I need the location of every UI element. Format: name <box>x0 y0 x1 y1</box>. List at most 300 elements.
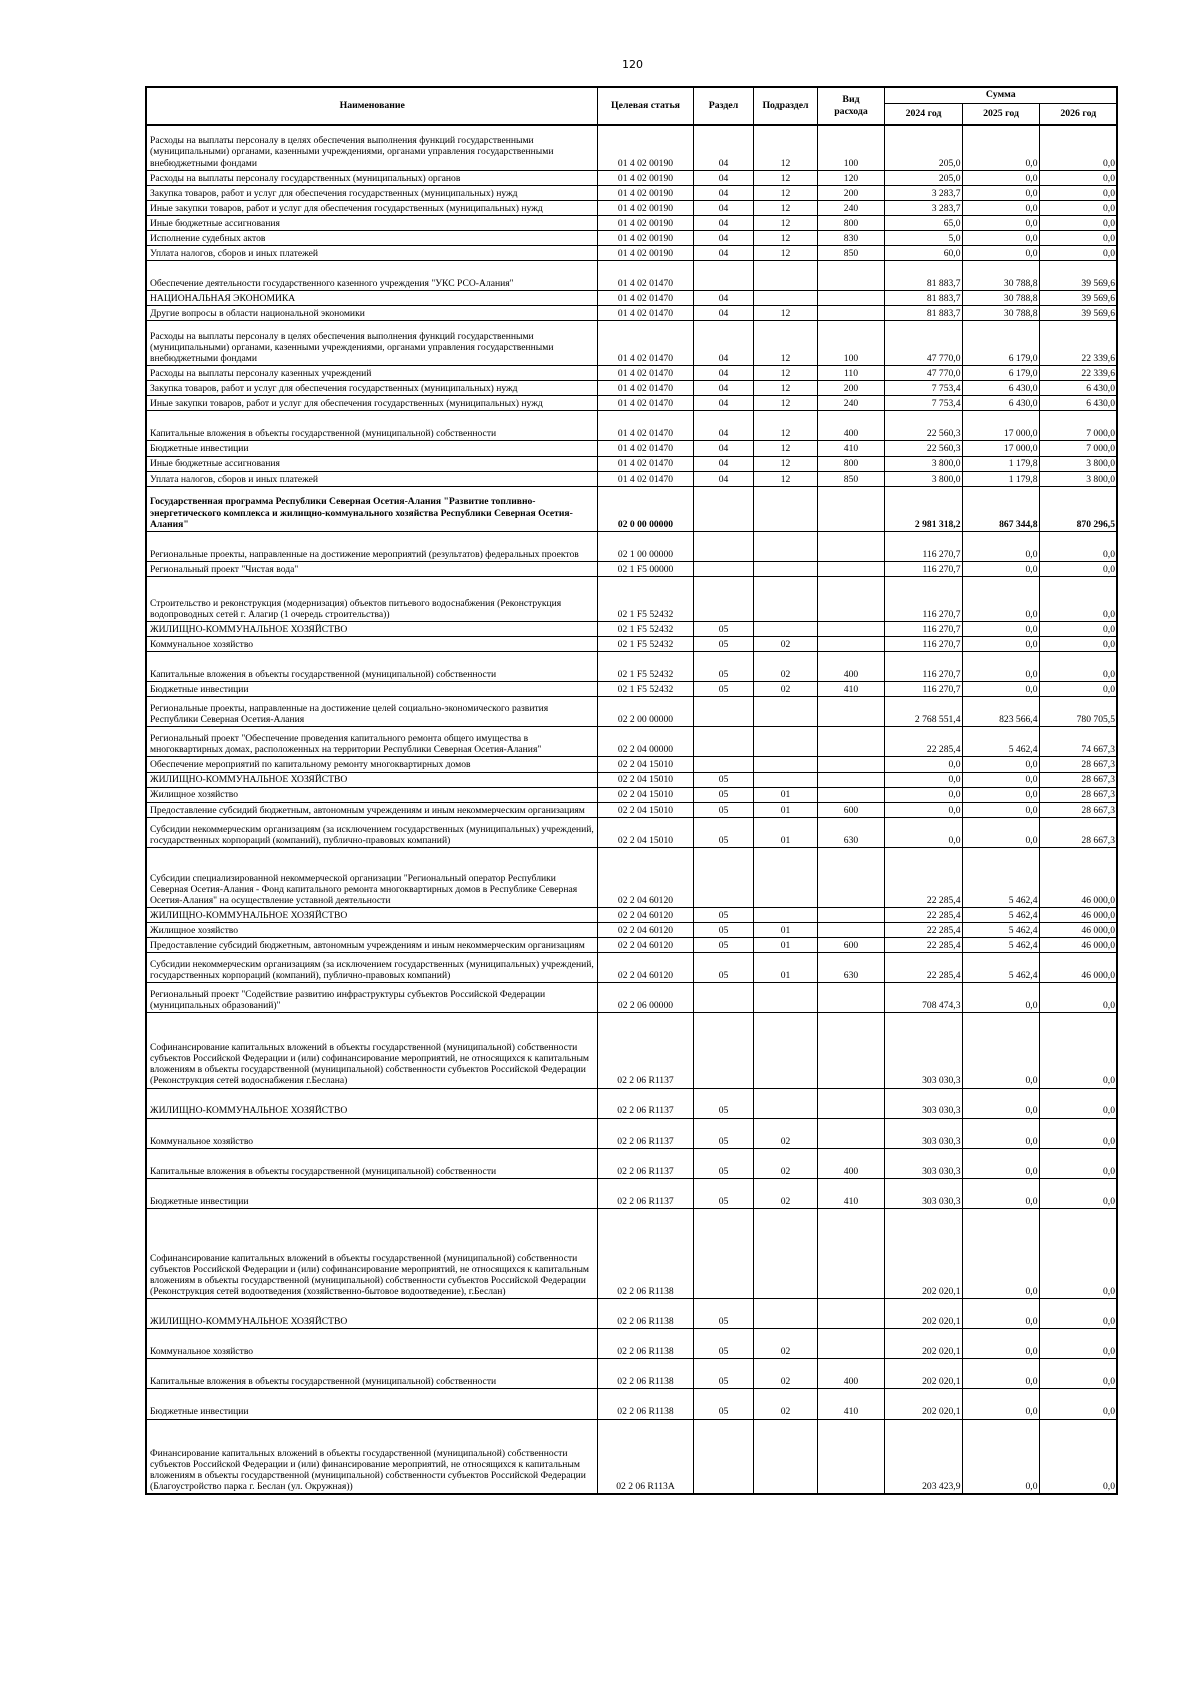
row-sum-2026: 39 569,6 <box>1039 306 1117 321</box>
row-sum-2024: 116 270,7 <box>884 637 962 652</box>
row-sum-2026: 28 667,3 <box>1039 757 1117 772</box>
row-sum-2024: 116 270,7 <box>884 561 962 576</box>
row-section: 04 <box>693 321 753 366</box>
row-sum-2025: 0,0 <box>962 1118 1039 1148</box>
header-expense-type-line2: расхода <box>834 105 868 117</box>
row-sum-2025: 823 566,4 <box>962 697 1039 727</box>
header-year-2026: 2026 год <box>1039 103 1117 125</box>
row-name: Государственная программа Республики Северная Осетия-Алания "Развитие топливно-энергетического комплекса и жилищно-коммунального хозяйства Республики Северная Осетия-Алания" <box>146 486 597 531</box>
row-name: Капитальные вложения в объекты государственной (муниципальной) собственности <box>146 1148 597 1178</box>
header-expense-type-line1: Вид <box>842 94 860 106</box>
row-target-code: 01 4 02 01470 <box>597 381 693 396</box>
row-sum-2024: 303 030,3 <box>884 1148 962 1178</box>
row-name: Капитальные вложения в объекты государственной (муниципальной) собственности <box>146 652 597 682</box>
row-subsection: 12 <box>753 366 817 381</box>
row-sum-2026: 0,0 <box>1039 561 1117 576</box>
row-section: 05 <box>693 682 753 697</box>
row-sum-2026: 0,0 <box>1039 1389 1117 1419</box>
row-subsection: 12 <box>753 441 817 456</box>
header-section: Раздел <box>693 87 753 125</box>
row-target-code: 02 2 04 60120 <box>597 953 693 983</box>
row-name: ЖИЛИЩНО-КОММУНАЛЬНОЕ ХОЗЯЙСТВО <box>146 622 597 637</box>
row-subsection <box>753 757 817 772</box>
table-row <box>146 411 1117 441</box>
row-target-code: 02 2 04 15010 <box>597 817 693 847</box>
row-sum-2024: 2 768 551,4 <box>884 697 962 727</box>
row-name: Субсидии специализированной некоммерческой организации "Региональный оператор Республики Северная Осетия-Алания - Фонд капитального ремонта многоквартирных домов в Республике Северная Осетия-Алания" на осуществление уставной деятельности <box>146 847 597 907</box>
row-name: Расходы на выплаты персоналу в целях обеспечения выполнения функций государственными (муниципальными) органами, казенными учреждениями, органами управления государственными внебюджетными фондами <box>146 321 597 366</box>
row-subsection: 02 <box>753 1148 817 1178</box>
row-sum-2025: 0,0 <box>962 215 1039 230</box>
table-row <box>146 170 1117 185</box>
row-target-code: 01 4 02 00190 <box>597 245 693 260</box>
row-section: 04 <box>693 411 753 441</box>
row-expense-type: 630 <box>817 953 884 983</box>
row-section: 04 <box>693 396 753 411</box>
row-name: Закупка товаров, работ и услуг для обеспечения государственных (муниципальных) нужд <box>146 185 597 200</box>
row-name: Субсидии некоммерческим организациям (за исключением государственных (муниципальных) учреждений, государственных корпораций (компаний), публично-правовых компаний) <box>146 817 597 847</box>
row-sum-2025: 30 788,8 <box>962 306 1039 321</box>
row-sum-2025: 0,0 <box>962 561 1039 576</box>
row-sum-2025: 0,0 <box>962 170 1039 185</box>
table-row <box>146 1178 1117 1208</box>
row-sum-2025: 0,0 <box>962 622 1039 637</box>
table-row <box>146 757 1117 772</box>
row-section: 05 <box>693 1118 753 1148</box>
row-sum-2025: 0,0 <box>962 1178 1039 1208</box>
row-sum-2024: 81 883,7 <box>884 260 962 290</box>
table-row <box>146 682 1117 697</box>
row-target-code: 01 4 02 00190 <box>597 170 693 185</box>
table-row <box>146 1359 1117 1389</box>
row-section <box>693 697 753 727</box>
row-sum-2024: 202 020,1 <box>884 1389 962 1419</box>
row-sum-2026: 0,0 <box>1039 230 1117 245</box>
table-row <box>146 922 1117 937</box>
row-sum-2025: 0,0 <box>962 245 1039 260</box>
row-section: 05 <box>693 1359 753 1389</box>
row-target-code: 01 4 02 00190 <box>597 200 693 215</box>
row-sum-2024: 47 770,0 <box>884 321 962 366</box>
row-section <box>693 1419 753 1494</box>
row-target-code: 02 2 04 15010 <box>597 802 693 817</box>
row-sum-2025: 6 430,0 <box>962 396 1039 411</box>
row-section: 05 <box>693 1329 753 1359</box>
row-sum-2024: 22 285,4 <box>884 953 962 983</box>
row-subsection: 01 <box>753 802 817 817</box>
row-expense-type <box>817 306 884 321</box>
row-sum-2025: 5 462,4 <box>962 922 1039 937</box>
row-target-code: 02 1 F5 52432 <box>597 652 693 682</box>
row-section: 04 <box>693 441 753 456</box>
row-name: Предоставление субсидий бюджетным, автономным учреждениям и иным некоммерческим организациям <box>146 802 597 817</box>
row-sum-2025: 6 179,0 <box>962 321 1039 366</box>
row-expense-type <box>817 1118 884 1148</box>
row-expense-type: 100 <box>817 125 884 170</box>
row-subsection: 02 <box>753 1329 817 1359</box>
row-subsection <box>753 531 817 561</box>
row-expense-type: 240 <box>817 396 884 411</box>
row-subsection <box>753 1208 817 1298</box>
row-subsection <box>753 622 817 637</box>
row-sum-2024: 22 285,4 <box>884 727 962 757</box>
row-sum-2025: 30 788,8 <box>962 260 1039 290</box>
row-sum-2025: 0,0 <box>962 185 1039 200</box>
row-sum-2024: 0,0 <box>884 772 962 787</box>
row-sum-2026: 0,0 <box>1039 682 1117 697</box>
row-subsection: 12 <box>753 245 817 260</box>
row-section <box>693 757 753 772</box>
row-target-code: 02 2 04 15010 <box>597 787 693 802</box>
row-target-code: 01 4 02 01470 <box>597 441 693 456</box>
row-subsection: 12 <box>753 456 817 471</box>
row-sum-2026: 0,0 <box>1039 576 1117 621</box>
row-section <box>693 260 753 290</box>
row-name: Субсидии некоммерческим организациям (за исключением государственных (муниципальных) учреждений, государственных корпораций (компаний), публично-правовых компаний) <box>146 953 597 983</box>
table-row <box>146 637 1117 652</box>
table-row <box>146 938 1117 953</box>
row-name: Бюджетные инвестиции <box>146 441 597 456</box>
row-sum-2025: 0,0 <box>962 125 1039 170</box>
row-expense-type <box>817 1329 884 1359</box>
row-sum-2026: 7 000,0 <box>1039 411 1117 441</box>
row-section: 04 <box>693 215 753 230</box>
row-sum-2024: 116 270,7 <box>884 682 962 697</box>
row-sum-2026: 0,0 <box>1039 170 1117 185</box>
row-target-code: 01 4 02 01470 <box>597 321 693 366</box>
table-row <box>146 486 1117 531</box>
row-subsection: 02 <box>753 682 817 697</box>
row-expense-type <box>817 1088 884 1118</box>
row-section: 05 <box>693 637 753 652</box>
table-header <box>146 87 1117 125</box>
row-expense-type: 120 <box>817 170 884 185</box>
row-name: Другие вопросы в области национальной экономики <box>146 306 597 321</box>
row-name: Исполнение судебных актов <box>146 230 597 245</box>
table-row <box>146 1148 1117 1178</box>
row-sum-2025: 0,0 <box>962 682 1039 697</box>
row-sum-2026: 46 000,0 <box>1039 847 1117 907</box>
budget-table <box>145 86 1118 1495</box>
row-expense-type: 800 <box>817 215 884 230</box>
row-subsection: 02 <box>753 1118 817 1148</box>
row-subsection: 12 <box>753 471 817 486</box>
row-name: Жилищное хозяйство <box>146 922 597 937</box>
row-name: Расходы на выплаты персоналу в целях обеспечения выполнения функций государственными (муниципальными) органами, казенными учреждениями, органами управления государственными внебюджетными фондами <box>146 125 597 170</box>
row-section <box>693 727 753 757</box>
table-row <box>146 1088 1117 1118</box>
row-name: Финансирование капитальных вложений в объекты государственной (муниципальной) собственности субъектов Российской Федерации и (или) финансирование мероприятий, не относящихся к капитальным вложениям в объекты государственной (муниципальной) собственности субъектов Российской Федерации (Благоустройство парка г. Беслан (ул. Окружная)) <box>146 1419 597 1494</box>
row-section <box>693 847 753 907</box>
row-sum-2024: 303 030,3 <box>884 1118 962 1148</box>
row-section: 04 <box>693 381 753 396</box>
row-subsection <box>753 1088 817 1118</box>
row-sum-2024: 708 474,3 <box>884 983 962 1013</box>
row-section: 04 <box>693 291 753 306</box>
row-sum-2025: 5 462,4 <box>962 953 1039 983</box>
table-row <box>146 817 1117 847</box>
row-sum-2025: 17 000,0 <box>962 441 1039 456</box>
row-sum-2025: 0,0 <box>962 531 1039 561</box>
row-subsection <box>753 847 817 907</box>
row-sum-2024: 303 030,3 <box>884 1178 962 1208</box>
row-subsection: 12 <box>753 215 817 230</box>
row-sum-2025: 0,0 <box>962 1208 1039 1298</box>
row-target-code: 02 2 06 R1137 <box>597 1088 693 1118</box>
row-section <box>693 983 753 1013</box>
row-subsection: 12 <box>753 321 817 366</box>
row-sum-2024: 3 800,0 <box>884 471 962 486</box>
row-sum-2026: 0,0 <box>1039 200 1117 215</box>
row-name: Иные бюджетные ассигнования <box>146 215 597 230</box>
row-section <box>693 486 753 531</box>
row-section <box>693 1208 753 1298</box>
row-section: 05 <box>693 1389 753 1419</box>
row-sum-2025: 0,0 <box>962 772 1039 787</box>
row-target-code: 01 4 02 00190 <box>597 215 693 230</box>
row-target-code: 01 4 02 01470 <box>597 306 693 321</box>
row-sum-2024: 47 770,0 <box>884 366 962 381</box>
row-subsection: 02 <box>753 652 817 682</box>
row-target-code: 02 2 04 00000 <box>597 727 693 757</box>
row-expense-type: 830 <box>817 230 884 245</box>
row-sum-2025: 0,0 <box>962 787 1039 802</box>
row-sum-2026: 28 667,3 <box>1039 772 1117 787</box>
row-sum-2025: 0,0 <box>962 1389 1039 1419</box>
table-row <box>146 787 1117 802</box>
table-row <box>146 1013 1117 1088</box>
row-sum-2025: 5 462,4 <box>962 907 1039 922</box>
row-expense-type <box>817 637 884 652</box>
row-name: ЖИЛИЩНО-КОММУНАЛЬНОЕ ХОЗЯЙСТВО <box>146 907 597 922</box>
row-subsection: 02 <box>753 637 817 652</box>
row-sum-2026: 22 339,6 <box>1039 321 1117 366</box>
row-section: 05 <box>693 802 753 817</box>
row-target-code: 01 4 02 01470 <box>597 396 693 411</box>
row-sum-2024: 3 800,0 <box>884 456 962 471</box>
table-row <box>146 200 1117 215</box>
table-row <box>146 471 1117 486</box>
row-section: 04 <box>693 245 753 260</box>
table-row <box>146 1299 1117 1329</box>
row-subsection <box>753 1299 817 1329</box>
row-name: Бюджетные инвестиции <box>146 1178 597 1208</box>
row-sum-2025: 0,0 <box>962 817 1039 847</box>
row-subsection: 02 <box>753 1389 817 1419</box>
table-row <box>146 1389 1117 1419</box>
row-section <box>693 1013 753 1088</box>
row-sum-2024: 22 285,4 <box>884 847 962 907</box>
header-target: Целевая статья <box>597 87 693 125</box>
row-subsection <box>753 576 817 621</box>
row-expense-type <box>817 260 884 290</box>
row-name: ЖИЛИЩНО-КОММУНАЛЬНОЕ ХОЗЯЙСТВО <box>146 1299 597 1329</box>
row-sum-2024: 116 270,7 <box>884 652 962 682</box>
row-name: Региональный проект "Чистая вода" <box>146 561 597 576</box>
row-name: ЖИЛИЩНО-КОММУНАЛЬНОЕ ХОЗЯЙСТВО <box>146 1088 597 1118</box>
table-row <box>146 366 1117 381</box>
row-expense-type: 850 <box>817 245 884 260</box>
row-name: Расходы на выплаты персоналу казенных учреждений <box>146 366 597 381</box>
row-section: 04 <box>693 471 753 486</box>
row-sum-2024: 22 285,4 <box>884 907 962 922</box>
table-row <box>146 622 1117 637</box>
table-body <box>146 125 1117 1494</box>
row-sum-2026: 0,0 <box>1039 531 1117 561</box>
row-expense-type: 110 <box>817 366 884 381</box>
row-sum-2025: 30 788,8 <box>962 291 1039 306</box>
row-target-code: 02 1 F5 52432 <box>597 576 693 621</box>
row-subsection: 12 <box>753 200 817 215</box>
row-target-code: 01 4 02 01470 <box>597 411 693 441</box>
row-sum-2024: 303 030,3 <box>884 1088 962 1118</box>
row-subsection: 02 <box>753 1359 817 1389</box>
row-section: 05 <box>693 1178 753 1208</box>
row-expense-type <box>817 1208 884 1298</box>
row-target-code: 01 4 02 00190 <box>597 125 693 170</box>
row-target-code: 02 2 06 R1137 <box>597 1148 693 1178</box>
row-name: Жилищное хозяйство <box>146 787 597 802</box>
row-name: Бюджетные инвестиции <box>146 682 597 697</box>
row-sum-2026: 46 000,0 <box>1039 953 1117 983</box>
table-row <box>146 291 1117 306</box>
row-sum-2024: 0,0 <box>884 802 962 817</box>
row-subsection <box>753 772 817 787</box>
row-subsection <box>753 1013 817 1088</box>
row-expense-type: 100 <box>817 321 884 366</box>
row-name: Софинансирование капитальных вложений в объекты государственной (муниципальной) собственности субъектов Российской Федерации и (или) софинансирование мероприятий, не относящихся к капитальным вложениям в объекты государственной (муниципальной) собственности субъектов Российской Федерации (Реконструкция сетей водоотведения (хозяйственно-бытовое водоотведение), г.Беслан) <box>146 1208 597 1298</box>
row-sum-2026: 74 667,3 <box>1039 727 1117 757</box>
row-expense-type <box>817 847 884 907</box>
row-sum-2024: 3 283,7 <box>884 200 962 215</box>
row-expense-type: 240 <box>817 200 884 215</box>
row-expense-type <box>817 576 884 621</box>
row-target-code: 02 2 04 15010 <box>597 757 693 772</box>
row-expense-type <box>817 1419 884 1494</box>
row-name: Уплата налогов, сборов и иных платежей <box>146 245 597 260</box>
table-row <box>146 125 1117 170</box>
row-expense-type <box>817 1299 884 1329</box>
row-sum-2024: 0,0 <box>884 817 962 847</box>
table-row <box>146 576 1117 621</box>
row-expense-type: 200 <box>817 381 884 396</box>
row-sum-2025: 0,0 <box>962 1419 1039 1494</box>
row-section: 04 <box>693 185 753 200</box>
row-sum-2025: 0,0 <box>962 983 1039 1013</box>
row-sum-2025: 0,0 <box>962 1013 1039 1088</box>
row-sum-2025: 5 462,4 <box>962 727 1039 757</box>
table-row <box>146 772 1117 787</box>
row-sum-2026: 0,0 <box>1039 637 1117 652</box>
row-name: Иные закупки товаров, работ и услуг для обеспечения государственных (муниципальных) нужд <box>146 396 597 411</box>
table-row <box>146 907 1117 922</box>
row-sum-2026: 22 339,6 <box>1039 366 1117 381</box>
row-expense-type: 850 <box>817 471 884 486</box>
row-subsection: 12 <box>753 170 817 185</box>
row-section <box>693 576 753 621</box>
row-section: 05 <box>693 938 753 953</box>
row-expense-type: 630 <box>817 817 884 847</box>
row-sum-2024: 116 270,7 <box>884 576 962 621</box>
row-expense-type: 400 <box>817 652 884 682</box>
row-sum-2026: 0,0 <box>1039 1148 1117 1178</box>
row-subsection: 01 <box>753 787 817 802</box>
row-subsection: 12 <box>753 125 817 170</box>
header-name: Наименование <box>146 87 597 125</box>
row-sum-2026: 0,0 <box>1039 1299 1117 1329</box>
header-expense-type <box>817 87 884 125</box>
row-section <box>693 561 753 576</box>
table-row <box>146 381 1117 396</box>
row-name: Закупка товаров, работ и услуг для обеспечения государственных (муниципальных) нужд <box>146 381 597 396</box>
row-name: Расходы на выплаты персоналу государственных (муниципальных) органов <box>146 170 597 185</box>
row-sum-2025: 5 462,4 <box>962 847 1039 907</box>
header-subsection: Подраздел <box>753 87 817 125</box>
row-sum-2024: 2 981 318,2 <box>884 486 962 531</box>
table-row <box>146 230 1117 245</box>
row-sum-2025: 5 462,4 <box>962 938 1039 953</box>
row-sum-2025: 0,0 <box>962 757 1039 772</box>
row-target-code: 02 1 F5 52432 <box>597 622 693 637</box>
header-sum: Сумма <box>884 87 1117 103</box>
row-sum-2026: 0,0 <box>1039 622 1117 637</box>
row-sum-2026: 28 667,3 <box>1039 802 1117 817</box>
row-target-code: 02 2 06 R1137 <box>597 1013 693 1088</box>
row-section: 05 <box>693 817 753 847</box>
row-subsection: 12 <box>753 396 817 411</box>
row-expense-type <box>817 531 884 561</box>
row-name: Строительство и реконструкция (модернизация) объектов питьевого водоснабжения (Реконструкция водопроводных сетей г. Алагир (1 очередь строительства)) <box>146 576 597 621</box>
table-row <box>146 1419 1117 1494</box>
row-name: ЖИЛИЩНО-КОММУНАЛЬНОЕ ХОЗЯЙСТВО <box>146 772 597 787</box>
row-name: Капитальные вложения в объекты государственной (муниципальной) собственности <box>146 411 597 441</box>
row-sum-2025: 0,0 <box>962 200 1039 215</box>
row-section: 04 <box>693 170 753 185</box>
row-name: Капитальные вложения в объекты государственной (муниципальной) собственности <box>146 1359 597 1389</box>
table-row <box>146 652 1117 682</box>
row-sum-2024: 202 020,1 <box>884 1299 962 1329</box>
row-sum-2026: 46 000,0 <box>1039 907 1117 922</box>
row-sum-2024: 203 423,9 <box>884 1419 962 1494</box>
row-subsection <box>753 291 817 306</box>
row-sum-2026: 0,0 <box>1039 1088 1117 1118</box>
row-subsection <box>753 260 817 290</box>
row-sum-2026: 0,0 <box>1039 1118 1117 1148</box>
table-row <box>146 953 1117 983</box>
row-subsection: 02 <box>753 1178 817 1208</box>
row-section: 05 <box>693 622 753 637</box>
row-sum-2025: 867 344,8 <box>962 486 1039 531</box>
row-sum-2024: 7 753,4 <box>884 381 962 396</box>
row-sum-2026: 0,0 <box>1039 245 1117 260</box>
table-row <box>146 531 1117 561</box>
row-subsection <box>753 907 817 922</box>
row-sum-2024: 202 020,1 <box>884 1329 962 1359</box>
row-target-code: 02 2 06 R1138 <box>597 1389 693 1419</box>
row-sum-2025: 0,0 <box>962 1088 1039 1118</box>
row-sum-2026: 0,0 <box>1039 983 1117 1013</box>
row-sum-2024: 0,0 <box>884 787 962 802</box>
row-expense-type <box>817 727 884 757</box>
table-row <box>146 1329 1117 1359</box>
row-sum-2026: 870 296,5 <box>1039 486 1117 531</box>
row-expense-type: 400 <box>817 411 884 441</box>
row-section: 05 <box>693 922 753 937</box>
row-sum-2025: 0,0 <box>962 230 1039 245</box>
row-sum-2025: 17 000,0 <box>962 411 1039 441</box>
table-row <box>146 306 1117 321</box>
row-sum-2026: 0,0 <box>1039 215 1117 230</box>
